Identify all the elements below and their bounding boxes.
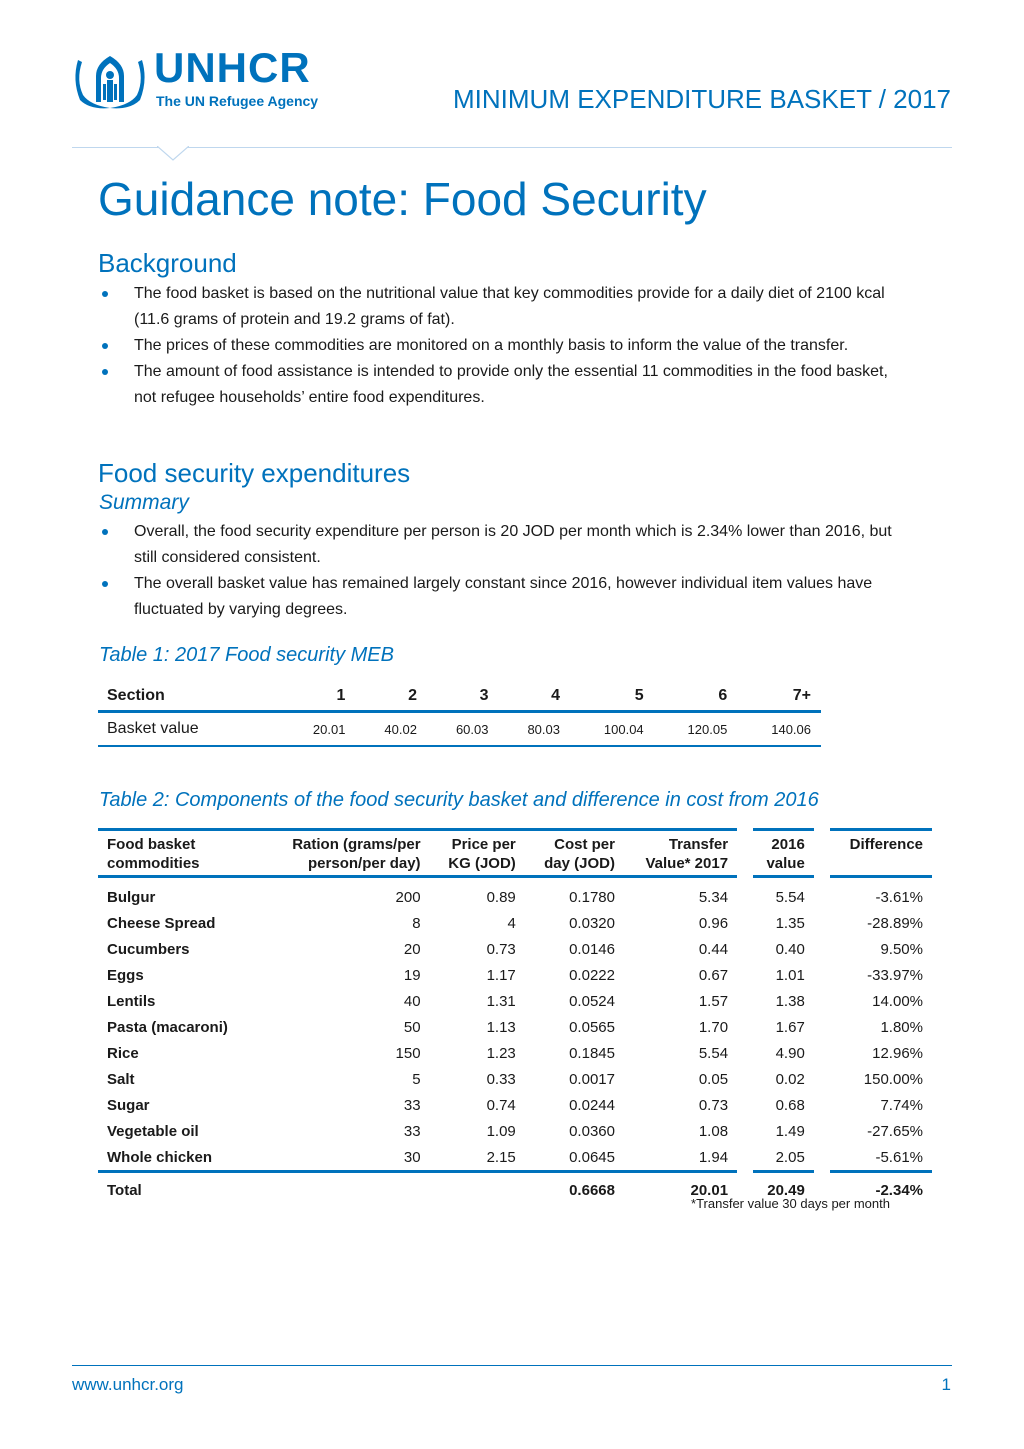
background-heading: Background	[98, 248, 237, 278]
bullet-item: The prices of these commodities are monitored on a monthly basis to inform the value of the transfer.	[98, 333, 898, 359]
table-cell: 0.44	[698, 940, 729, 958]
column-gap	[814, 936, 830, 962]
table-row	[98, 877, 932, 911]
expenditures-heading: Food security expenditures	[98, 458, 411, 488]
column-gap	[737, 910, 753, 936]
column-gap	[814, 1118, 830, 1144]
table-cell: 80.03	[498, 712, 570, 747]
table-cell: -33.97%	[867, 966, 923, 984]
table-cell: -27.65%	[867, 1122, 923, 1140]
table-row	[98, 712, 821, 747]
table-cell: 5.34	[698, 888, 729, 906]
table-cell: Vegetable oil	[107, 1122, 199, 1140]
background-bullet-list	[98, 281, 898, 411]
table-cell: 50	[403, 1018, 421, 1036]
column-gap	[737, 877, 753, 911]
table-cell: 12.96%	[872, 1044, 923, 1062]
table-cell: 1.31	[486, 992, 516, 1010]
table-cell: 40.02	[355, 712, 427, 747]
table-cell: 0.05	[698, 1070, 729, 1088]
table-header-row	[98, 683, 821, 712]
table-cell: 9.50%	[880, 940, 923, 958]
column-gap	[737, 988, 753, 1014]
column-gap	[814, 1014, 830, 1040]
table-cell: 0.0244	[569, 1096, 615, 1114]
table-cell: Whole chicken	[107, 1148, 213, 1166]
table-cell: Total	[98, 1172, 262, 1204]
table-cell: Rice	[107, 1044, 139, 1062]
table-cell: 0.0146	[569, 940, 615, 958]
table-cell: 60.03	[427, 712, 499, 747]
column-header: Transfer Value* 2017	[624, 830, 737, 877]
table-cell: 2.15	[486, 1148, 516, 1166]
table-row	[98, 1092, 932, 1118]
column-gap	[814, 877, 830, 911]
table2-caption: Table 2: Components of the food security basket and difference in cost from 2016	[99, 789, 819, 811]
column-header: 4	[498, 683, 570, 712]
table-cell: 19	[403, 966, 421, 984]
table-cell: Cucumbers	[107, 940, 190, 958]
column-gap	[737, 1066, 753, 1092]
table-cell: 8	[412, 914, 421, 932]
table-row	[98, 1040, 932, 1066]
table-cell: 5.54	[775, 888, 805, 906]
table-cell: 0.6668	[525, 1172, 624, 1204]
table-cell: 1.17	[486, 966, 516, 984]
table-cell: 1.80%	[880, 1018, 923, 1036]
table-cell: 150.00%	[863, 1070, 923, 1088]
table-cell: 5.54	[698, 1044, 729, 1062]
table-cell: Lentils	[107, 992, 156, 1010]
column-header: Ration (grams/per person/per day)	[262, 830, 429, 877]
column-header: 7+	[737, 683, 821, 712]
column-header: 2	[355, 683, 427, 712]
column-gap	[737, 1144, 753, 1172]
table-row	[98, 936, 932, 962]
table-cell: 120.05	[654, 712, 738, 747]
table-cell: 100.04	[570, 712, 654, 747]
table-cell: 150	[395, 1044, 421, 1062]
table-cell: 0.1780	[569, 888, 615, 906]
table-row	[98, 1118, 932, 1144]
table-cell: 20	[403, 940, 421, 958]
footer-url-link[interactable]: www.unhcr.org	[72, 1375, 184, 1394]
table-cell: 7.74%	[880, 1096, 923, 1114]
column-gap	[814, 1144, 830, 1172]
bullet-item: The food basket is based on the nutritional value that key commodities provide for a daily diet of 2100 kcal (11.6 grams of protein and 19.2 grams of fat).	[98, 281, 898, 333]
table-cell: 1.57	[698, 992, 729, 1010]
column-header: 1	[284, 683, 356, 712]
header-divider	[72, 147, 952, 148]
table-cell: 0.89	[486, 888, 516, 906]
table-cell: 2.05	[775, 1148, 805, 1166]
table-cell: 0.73	[486, 940, 516, 958]
table-cell: Eggs	[107, 966, 144, 984]
table-cell: 0.0360	[569, 1122, 615, 1140]
table-cell: 1.01	[775, 966, 805, 984]
table-cell: Cheese Spread	[107, 914, 216, 932]
table-cell: 33	[403, 1122, 421, 1140]
table-cell: Salt	[107, 1070, 135, 1088]
food-basket-table	[98, 828, 932, 1203]
column-header: Difference	[830, 830, 932, 877]
table-cell: 0.74	[486, 1096, 516, 1114]
table-cell: 0.02	[775, 1070, 805, 1088]
table-cell: Pasta (macaroni)	[107, 1018, 228, 1036]
column-gap	[737, 936, 753, 962]
footer-divider	[72, 1365, 952, 1366]
table-cell: -28.89%	[867, 914, 923, 932]
table-cell: 4.90	[775, 1044, 805, 1062]
table-row	[98, 962, 932, 988]
column-gap	[814, 1092, 830, 1118]
table-cell: 1.23	[486, 1044, 516, 1062]
column-gap	[814, 1066, 830, 1092]
column-header: 3	[427, 683, 499, 712]
table-cell	[262, 1172, 429, 1204]
column-gap	[814, 910, 830, 936]
table-cell: 30	[403, 1148, 421, 1166]
table-cell: 140.06	[737, 712, 821, 747]
column-gap	[814, 988, 830, 1014]
table-cell: 0.68	[775, 1096, 805, 1114]
table-cell: 1.13	[486, 1018, 516, 1036]
table-cell: 40	[403, 992, 421, 1010]
table-cell: 20.01	[624, 1172, 737, 1204]
table-cell: 1.49	[775, 1122, 805, 1140]
table-cell: 1.09	[486, 1122, 516, 1140]
table-body	[98, 877, 932, 1172]
table-cell: 5	[412, 1070, 421, 1088]
table-row	[98, 910, 932, 936]
column-header: Price per KG (JOD)	[430, 830, 525, 877]
column-header: Cost per day (JOD)	[525, 830, 624, 877]
table-row	[98, 1144, 932, 1172]
table-cell: 0.0524	[569, 992, 615, 1010]
column-gap	[737, 1014, 753, 1040]
table-cell: 1.35	[775, 914, 805, 932]
bullet-item: The overall basket value has remained largely constant since 2016, however individual item values have fluctuated by varying degrees.	[98, 571, 898, 623]
column-gap	[737, 1118, 753, 1144]
table-cell: 0.0017	[569, 1070, 615, 1088]
table-cell: 0.96	[698, 914, 729, 932]
table-cell: 0.0565	[569, 1018, 615, 1036]
table-cell: 0.1845	[569, 1044, 615, 1062]
table-row	[98, 1066, 932, 1092]
column-gap	[814, 1040, 830, 1066]
notch-chevron-icon	[157, 146, 189, 162]
page-number: 1	[941, 1375, 951, 1394]
table-cell: 1.38	[775, 992, 805, 1010]
table1-caption: Table 1: 2017 Food security MEB	[99, 644, 394, 666]
meb-table	[98, 683, 821, 747]
table-cell: -5.61%	[875, 1148, 923, 1166]
column-header: 6	[654, 683, 738, 712]
column-gap	[814, 830, 830, 877]
column-header: Section	[98, 683, 284, 712]
table-cell: 0.33	[486, 1070, 516, 1088]
column-header: Food basket commodities	[98, 830, 262, 877]
document-series-title: MINIMUM EXPENDITURE BASKET / 2017	[453, 84, 951, 114]
table-cell: 14.00%	[872, 992, 923, 1010]
bullet-item: The amount of food assistance is intended to provide only the essential 11 commodities in the food basket, not refugee households’ entire food expenditures.	[98, 359, 898, 411]
column-gap	[737, 1092, 753, 1118]
bullet-item: Overall, the food security expenditure per person is 20 JOD per month which is 2.34% lower than 2016, but still considered consistent.	[98, 519, 898, 571]
unhcr-emblem-icon	[70, 50, 150, 112]
table-cell: 33	[403, 1096, 421, 1114]
table-cell: 1.70	[698, 1018, 729, 1036]
table-cell	[430, 1172, 525, 1204]
table-cell: 0.0645	[569, 1148, 615, 1166]
page-title: Guidance note: Food Security	[98, 173, 707, 225]
table-cell: Sugar	[107, 1096, 150, 1114]
table-cell: -2.34%	[830, 1172, 932, 1204]
column-gap	[814, 962, 830, 988]
column-gap	[737, 830, 753, 877]
table-row	[98, 1014, 932, 1040]
unhcr-logo	[70, 44, 340, 112]
column-header: 5	[570, 683, 654, 712]
table-row	[98, 988, 932, 1014]
logo-wordmark: UNHCR	[154, 44, 311, 91]
logo-tagline: The UN Refugee Agency	[156, 93, 319, 109]
table-cell: 0.40	[775, 940, 805, 958]
summary-bullet-list	[98, 519, 898, 623]
table-header-row	[98, 830, 932, 877]
table-footnote: *Transfer value 30 days per month	[691, 1196, 890, 1211]
table-cell: Basket value	[98, 712, 284, 747]
column-gap	[737, 1040, 753, 1066]
table-cell: 0.73	[698, 1096, 729, 1114]
table-cell: 1.08	[698, 1122, 729, 1140]
table-cell: 200	[395, 888, 421, 906]
table-cell: 4	[507, 914, 516, 932]
table-cell: 20.49	[753, 1172, 814, 1204]
table-cell: 20.01	[284, 712, 356, 747]
column-header: 2016 value	[753, 830, 814, 877]
table-cell: Bulgur	[107, 888, 156, 906]
table-cell: 0.0222	[569, 966, 615, 984]
table-cell: 0.67	[698, 966, 729, 984]
column-gap	[737, 962, 753, 988]
table-cell: -3.61%	[875, 888, 923, 906]
table-cell: 0.0320	[569, 914, 615, 932]
table-cell: 1.94	[698, 1148, 729, 1166]
summary-subheading: Summary	[99, 491, 189, 514]
table-cell: 1.67	[775, 1018, 805, 1036]
